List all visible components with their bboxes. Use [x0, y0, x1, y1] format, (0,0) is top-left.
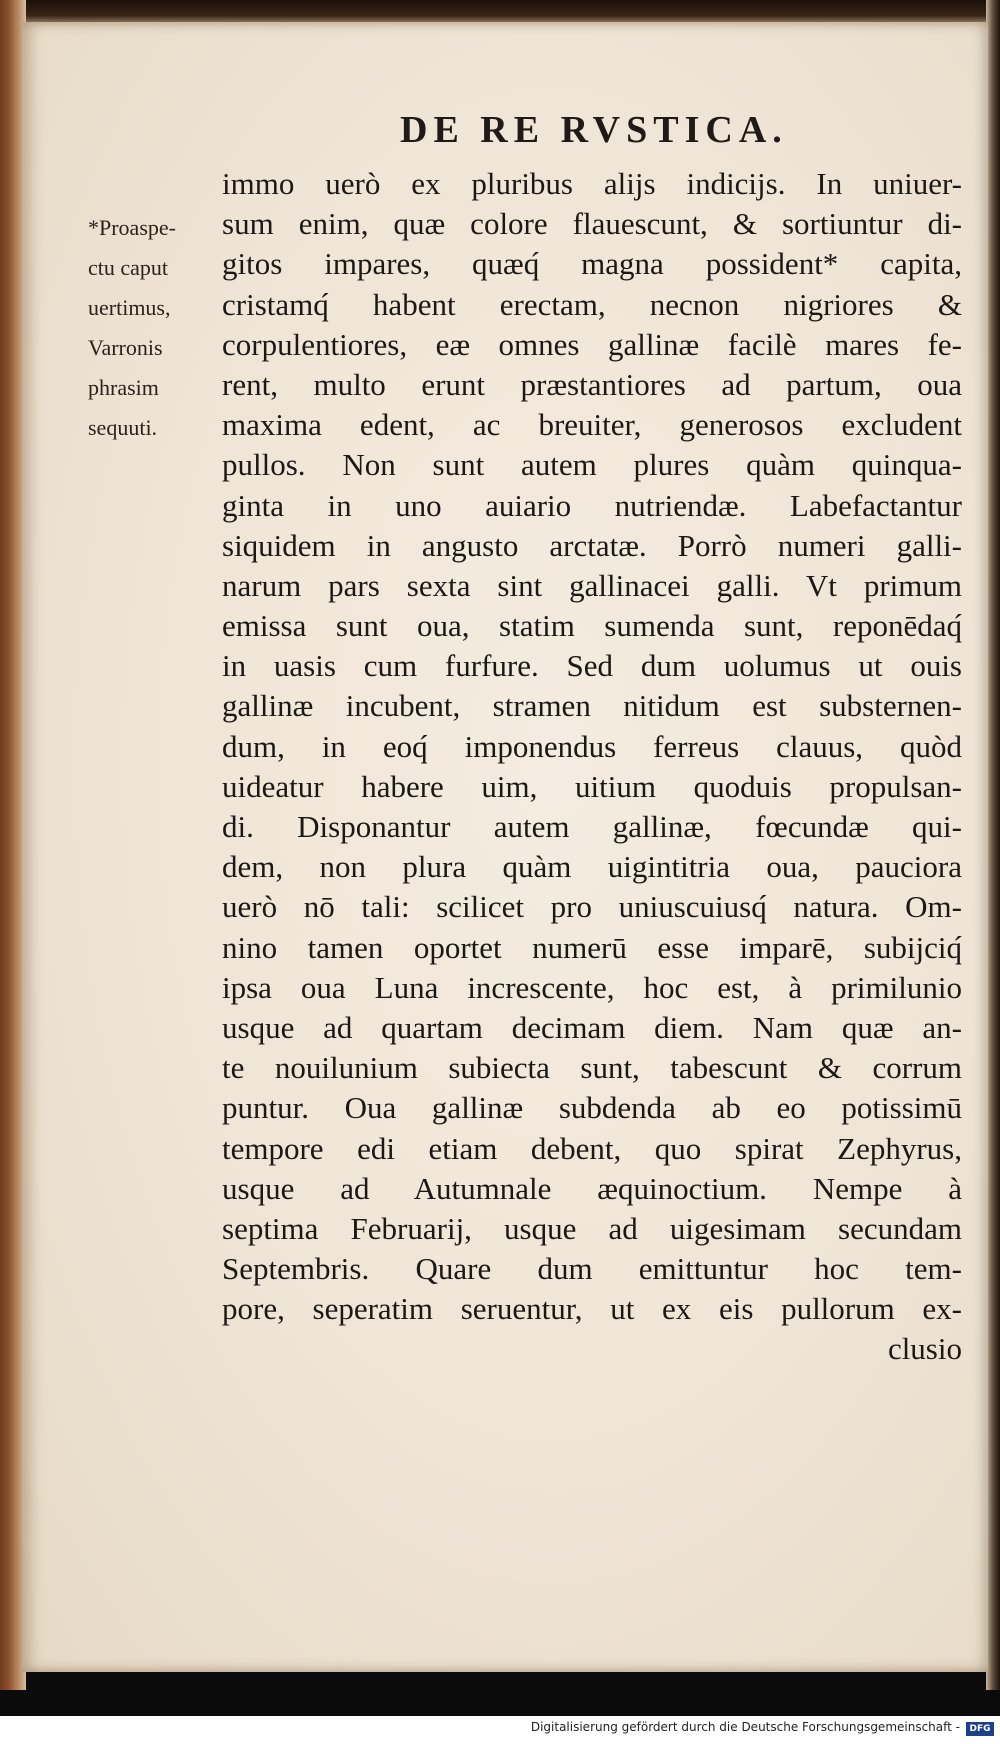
marginal-note — [88, 208, 234, 448]
text-line: di. Disponantur autem gallinæ, fœcundæ qui- — [222, 809, 962, 844]
running-head: DE RE RVSTICA. — [400, 109, 788, 151]
marginal-note-line: uertimus, — [88, 295, 171, 320]
text-line: pullos. Non sunt autem plures quàm quinqua- — [222, 447, 962, 483]
text-line: pore, seperatim seruentur, ut ex eis pullorum ex- — [222, 1291, 962, 1327]
digitization-footer — [0, 1716, 1000, 1744]
text-line: gitos impares, quæq́ magna possident* capita, — [222, 246, 962, 282]
text-line: maxima edent, ac breuiter, generosos excludent — [222, 407, 962, 443]
text-line: te nouilunium subiecta sunt, tabescunt & corrum — [222, 1050, 962, 1086]
text-line: uerò nō tali: scilicet pro uniuscuiusq́ natura. Om- — [222, 889, 962, 925]
text-line: immo uerò ex pluribus alijs indicijs. In uniuer- — [222, 166, 962, 201]
text-line: sum enim, quæ colore flauescunt, & sortiuntur di- — [222, 206, 962, 242]
book-fore-edge — [986, 0, 1000, 1690]
text-line: in uasis cum furfure. Sed dum uolumus ut ouis — [222, 648, 962, 684]
text-line: tempore edi etiam debent, quo spirat Zephyrus, — [222, 1130, 962, 1166]
text-line: ginta in uno auiario nutriendæ. Labefactantur — [222, 487, 962, 523]
marginal-note-line: Varronis — [88, 335, 163, 360]
main-text-block — [222, 164, 962, 1370]
text-line: usque ad quartam decimam diem. Nam quæ an- — [222, 1009, 962, 1045]
text-line: dem, non plura quàm uigintitria oua, pauciora — [222, 849, 962, 885]
text-line: cristamq́ habent erectam, necnon nigriores & — [222, 286, 962, 322]
funding-credit: Digitalisierung gefördert durch die Deutsche Forschungsgemeinschaft - — [530, 1720, 960, 1734]
text-line: Septembris. Quare dum emittuntur hoc tem- — [222, 1251, 962, 1287]
text-line: narum pars sexta sint gallinacei galli. Vt primum — [222, 567, 962, 603]
paper-page — [22, 22, 988, 1672]
text-line: siquidem in angusto arctatæ. Porrò numeri galli- — [222, 527, 962, 563]
catchword: clusio — [887, 1331, 962, 1367]
text-line: gallinæ incubent, stramen nitidum est substernen- — [222, 688, 962, 724]
marginal-note-line: ctu caput — [88, 255, 169, 280]
text-line: usque ad Autumnale æquinoctium. Nempe à — [222, 1170, 962, 1206]
text-line: rent, multo erunt præstantiores ad partum, oua — [222, 366, 962, 402]
text-line: corpulentiores, eæ omnes gallinæ facilè mares fe- — [222, 326, 962, 362]
text-line: nino tamen oportet numerū esse imparē, subijciq́ — [222, 929, 962, 965]
marginal-note-line: *Proaspe- — [88, 215, 176, 240]
text-line: puntur. Oua gallinæ subdenda ab eo potissimū — [222, 1090, 962, 1126]
text-line: uideatur habere uim, uitium quoduis propulsan- — [222, 768, 962, 804]
marginal-note-line: sequuti. — [88, 415, 158, 440]
text-line: emissa sunt oua, statim sumenda sunt, reponēdaq́ — [222, 608, 962, 644]
dfg-logo: DFG — [966, 1722, 994, 1736]
text-line: septima Februarij, usque ad uigesimam secundam — [222, 1210, 962, 1246]
text-line: dum, in eoq́ imponendus ferreus clauus, quòd — [222, 728, 962, 764]
text-line: ipsa oua Luna increscente, hoc est, à primilunio — [222, 969, 962, 1005]
marginal-note-line: phrasim — [88, 375, 159, 400]
